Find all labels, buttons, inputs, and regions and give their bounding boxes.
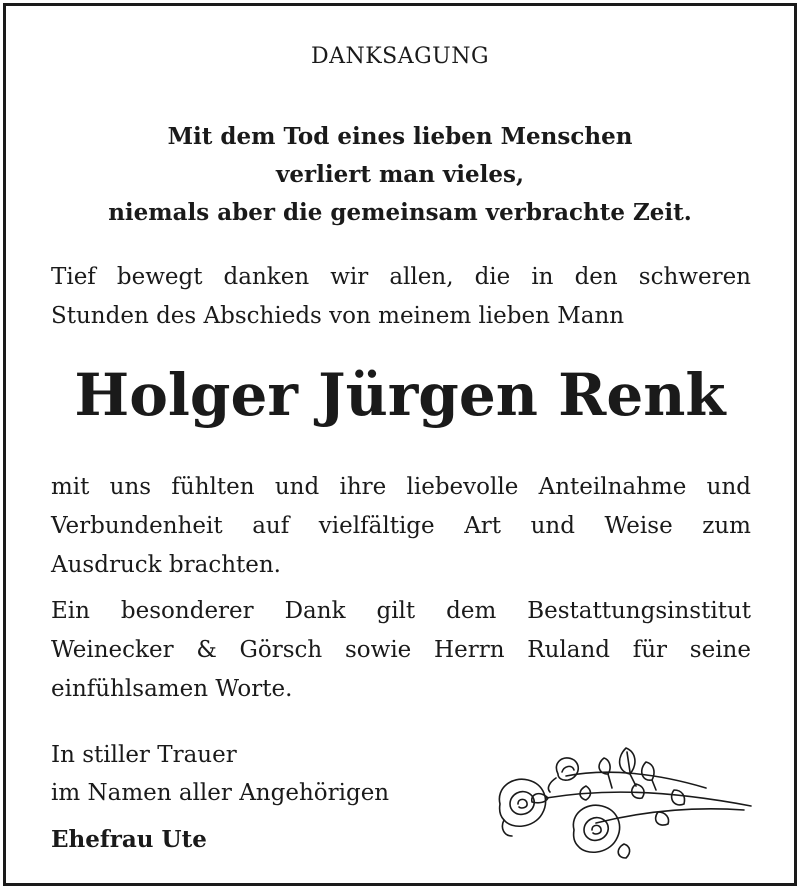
intro-paragraph <box>51 258 751 336</box>
closing-line-1: In stiller Trauer <box>51 742 237 768</box>
special-thanks-line-1: Ein besonderer Dank gilt dem Bestattungsinstitut <box>51 598 751 624</box>
quote-line-1: Mit dem Tod eines lieben Menschen <box>167 123 633 150</box>
closing-line-2: im Namen aller Angehörigen <box>51 780 390 806</box>
roses-illustration-icon <box>486 728 766 868</box>
closing-block <box>51 736 389 812</box>
intro-line-1: Tief bewegt danken wir allen, die in den schweren <box>51 264 751 290</box>
thanks-paragraph <box>51 468 751 585</box>
quote-line-3: niemals aber die gemeinsam verbrachte Zeit. <box>108 199 692 226</box>
deceased-name: Holger Jürgen Renk <box>74 361 726 429</box>
intro-line-2: Stunden des Abschieds von meinem lieben Mann <box>51 303 625 329</box>
special-thanks-paragraph <box>51 592 751 709</box>
special-thanks-line-2: Weinecker & Görsch sowie Herrn Ruland für seine <box>51 637 751 663</box>
signature: Ehefrau Ute <box>51 826 207 853</box>
quote-line-2: verliert man vieles, <box>275 161 524 188</box>
obituary-card <box>3 3 797 886</box>
memorial-quote <box>6 118 794 232</box>
special-thanks-line-3: einfühlsamen Worte. <box>51 676 293 702</box>
thanks-line-3: Ausdruck brachten. <box>51 552 281 578</box>
heading: DANKSAGUNG <box>310 44 490 69</box>
thanks-line-2: Verbundenheit auf vielfältige Art und Weise zum <box>51 513 751 539</box>
thanks-line-1: mit uns fühlten und ihre liebevolle Anteilnahme und <box>51 474 751 500</box>
